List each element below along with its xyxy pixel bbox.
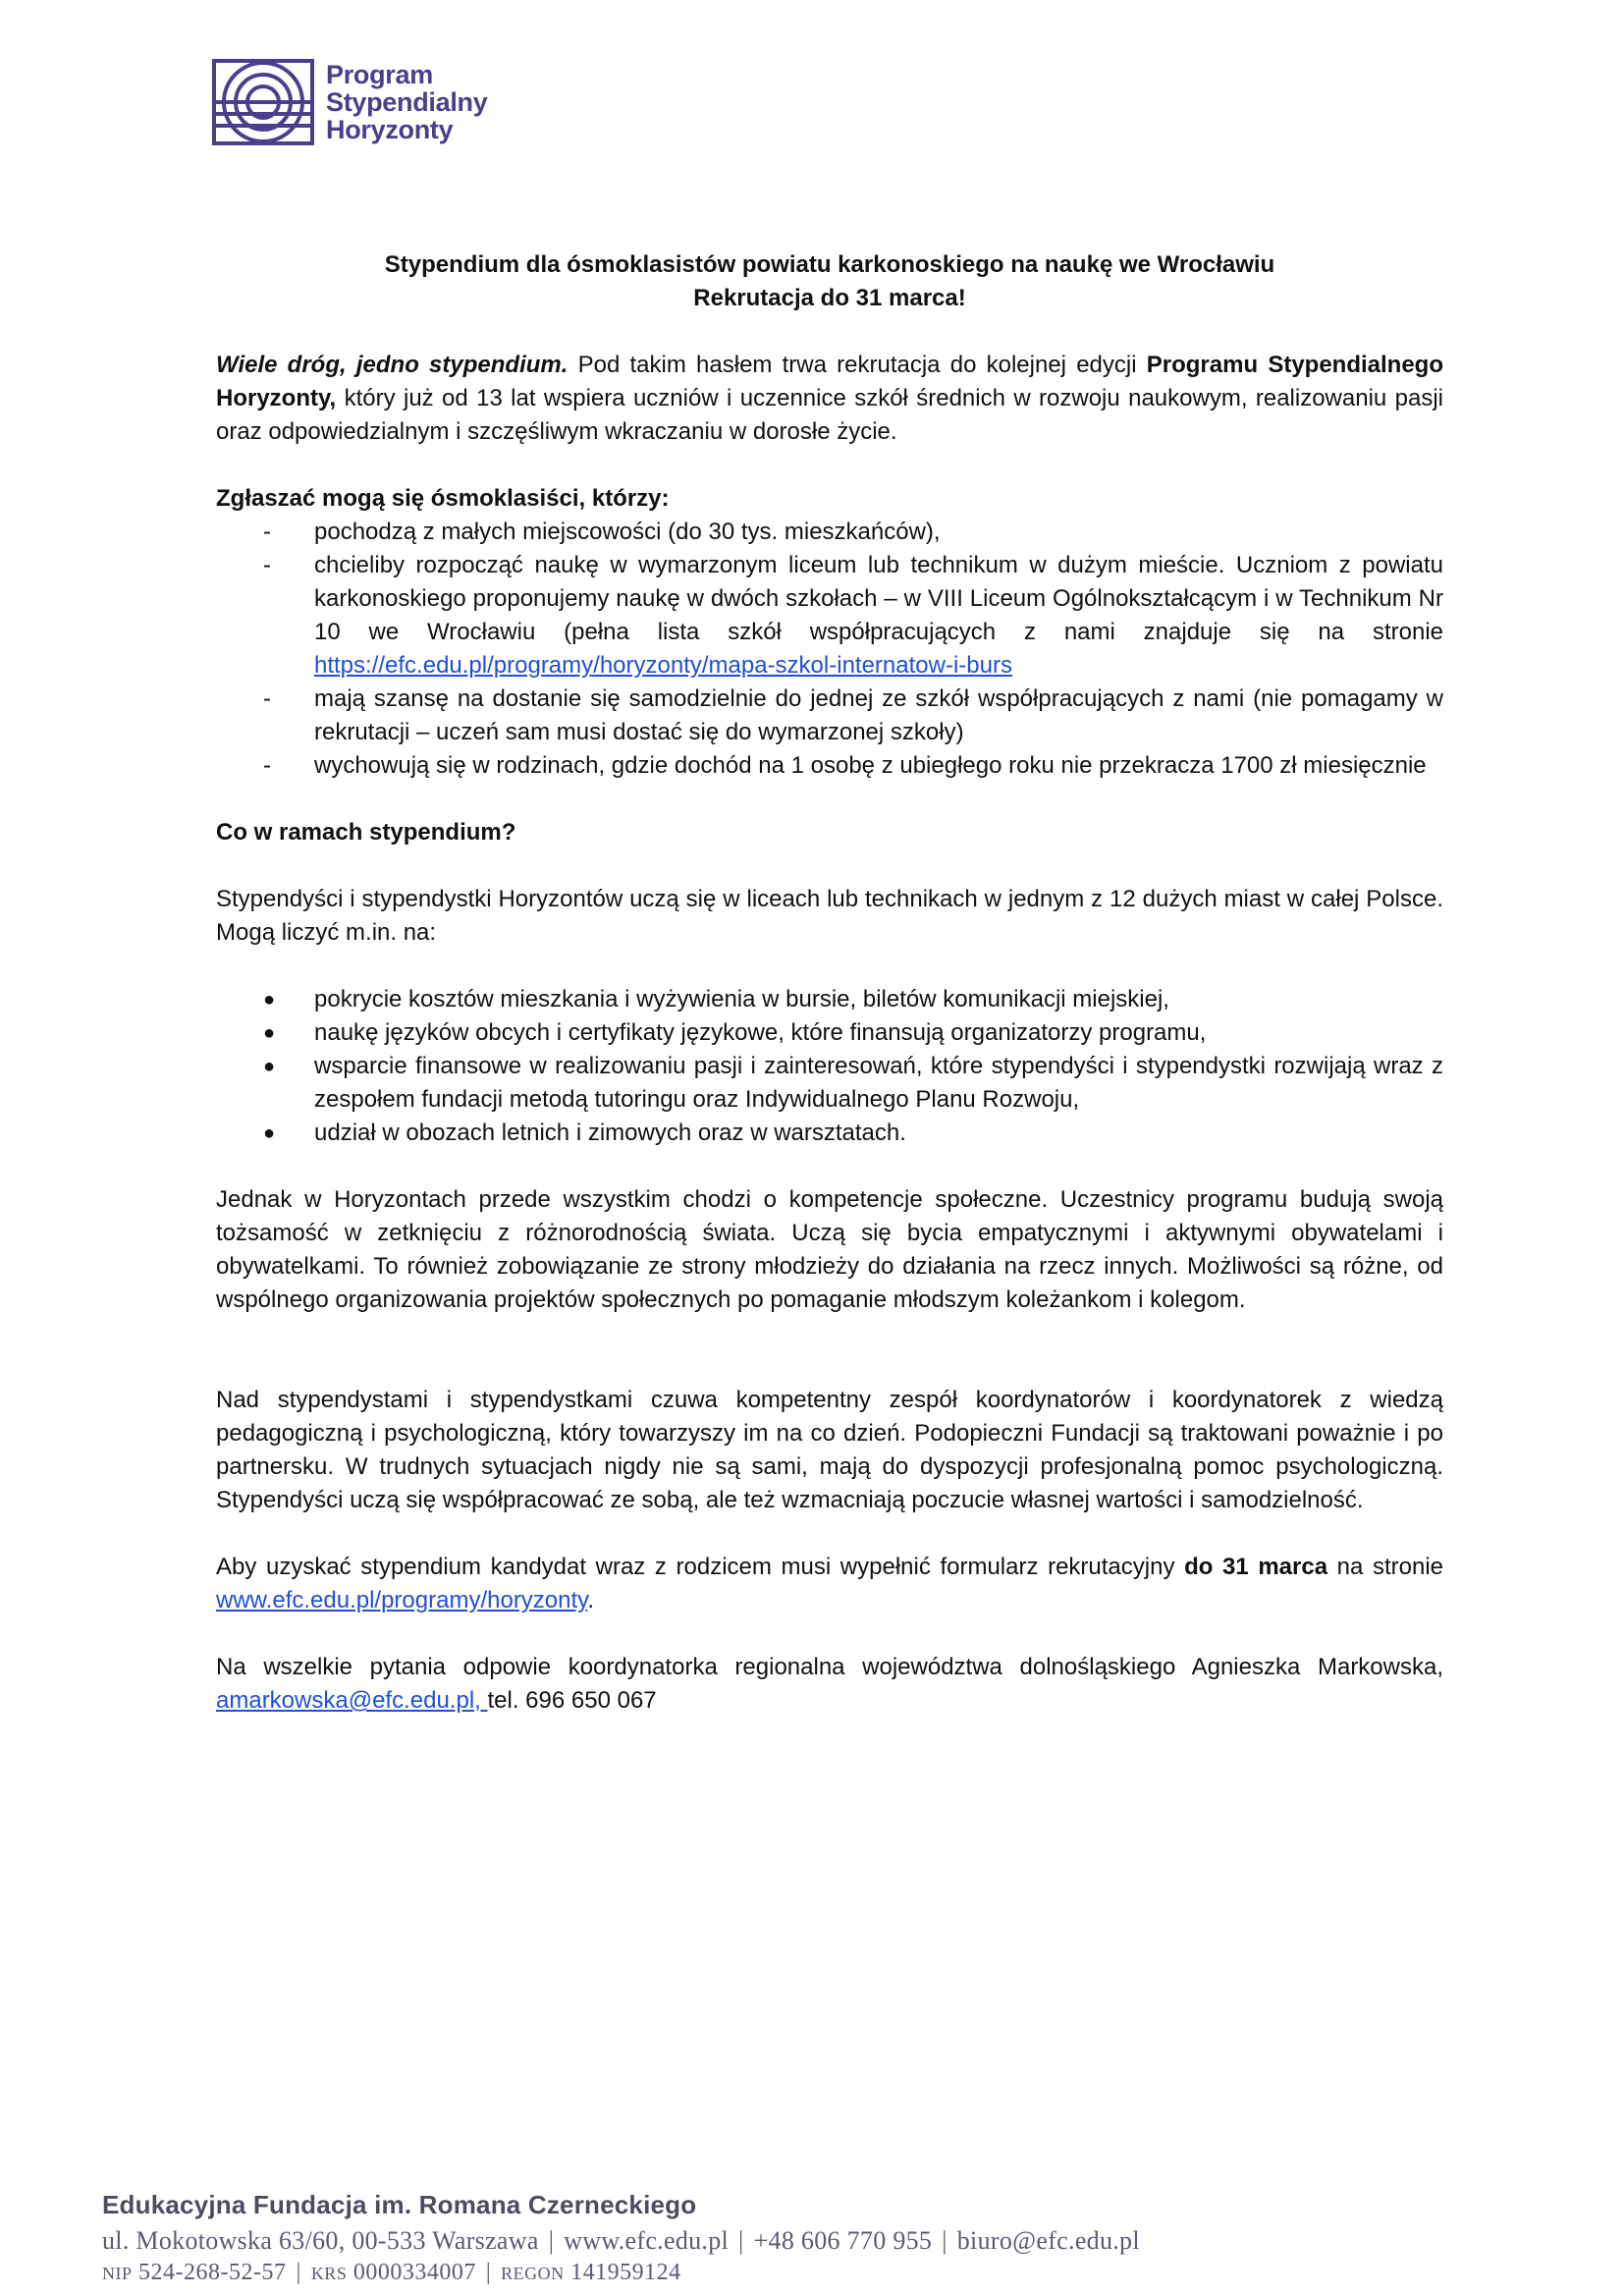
benefit-item: ● wsparcie finansowe w realizowaniu pasji i zainteresowań, które stypendyści i stypendystki rozwijają wraz z zespołem fundacji metodą tutoringu oraz Indywidualnego Planu Rozwoju, [216,1050,1443,1117]
benefits-intro: Stypendyści i stypendystki Horyzontów uczą się w liceach lub technikach w jednym z 12 dużych miast w całej Polsce. Mogą liczyć m.in. na: [216,886,1443,946]
intro-text-2: który już od 13 lat wspiera uczniów i uczennice szkół średnich w rozwoju naukowym, realizowaniu pasji oraz odpowiedzialnym i szczęśliwym wkraczaniu w dorosłe życie. [216,385,1443,445]
logo-line-3: Horyzonty [326,115,454,144]
footer-contact-line: ul. Mokotowska 63/60, 00-533 Warszawa | www.efc.edu.pl | +48 606 770 955 | biuro@efc.edu.pl [102,2226,1140,2255]
eligibility-list [216,516,1443,783]
contact-paragraph: Na wszelkie pytania odpowie koordynatorka regionalna województwa dolnośląskiego Agnieszka Markowska, amarkowska@efc.edu.pl, tel. 696 650 067 [216,1654,1443,1714]
apply-deadline: do 31 marca [1184,1554,1328,1580]
coordinator-phone: tel. 696 650 067 [487,1687,657,1714]
apply-paragraph: Aby uzyskać stypendium kandydat wraz z rodzicem musi wypełnić formularz rekrutacyjny do 31 marca na stronie www.efc.edu.pl/programy/horyzonty. [216,1554,1444,1613]
footer-address: ul. Mokotowska 63/60, 00-533 Warszawa [102,2226,539,2255]
horyzonty-logo-icon [212,59,314,145]
eligibility-item-1: - pochodzą z małych miejscowości (do 30 tys. mieszkańców), [216,516,1443,549]
intro-program-name: Programu Stypendialnego Horyzonty, [216,352,1444,411]
eligibility-item-2: - chcieliby rozpocząć naukę w wymarzonym liceum lub technikum w dużym mieście. Uczniom z powiatu karkonoskiego proponujemy naukę w dwóch szkołach – w VIII Liceum Ogólnokształcącym i w Technikum Nr 10 we Wrocławiu (pełna lista szkół współpracujących z nami znajduje się na stronie https://efc.edu.pl/programy/horyzonty/mapa-szkol-internatow-i-burs [216,549,1443,683]
logo-line-1: Program [326,60,433,89]
benefit-item: ● udział w obozach letnich i zimowych oraz w warsztatach. [216,1117,1443,1150]
footer-nip: 524-268-52-57 [138,2260,287,2285]
document-title [216,248,1443,315]
logo [212,57,487,147]
eligibility-item-3: - mają szansę na dostanie się samodzielnie do jednej ze szkół współpracujących z nami (nie pomagamy w rekrutacji – uczeń sam musi dostać się do wymarzonej szkoły) [216,683,1443,749]
footer-registry-line: NIP 524-268-52-57 | KRS 0000334007 | REGON 141959124 [102,2260,681,2285]
support-team-paragraph: Nad stypendystami i stypendystkami czuwa kompetentny zespół koordynatorów i koordynatorek z wiedzą pedagogiczną i psychologiczną, który towarzyszy im na co dzień. Podopieczni Fundacji są traktowani poważnie i po partnersku. W trudnych sytuacjach nigdy nie są sami, mają do dyspozycji profesjonalną pomoc psychologiczną. Stypendyści uczą się współpracować ze sobą, ale też wzmacniają poczucie własnej wartości i samodzielność. [216,1387,1443,1513]
intro-paragraph [216,349,1443,449]
eligibility-item-4: - wychowują się w rodzinach, gdzie dochód na 1 osobę z ubiegłego roku nie przekracza 1700 zł miesięcznie [216,749,1443,783]
footer-krs: 0000334007 [352,2260,476,2285]
footer-nip-label: NIP [102,2264,133,2283]
logo-line-2: Stypendialny [326,87,488,117]
title-line-2: Rekrutacja do 31 marca! [693,285,966,311]
benefits-list [216,983,1443,1150]
footer-phone: +48 606 770 955 [753,2226,933,2255]
footer [102,2190,1140,2286]
program-website-link[interactable]: www.efc.edu.pl/programy/horyzonty [216,1587,588,1613]
social-competences-paragraph: Jednak w Horyzontach przede wszystkim chodzi o kompetencje społeczne. Uczestnicy programu budują swoją tożsamość w zetknięciu z różnorodnością świata. Uczą się bycia empatycznymi i aktywnymi obywatelami i obywatelkami. To również zobowiązanie ze strony młodzieży do działania na rzecz innych. Możliwości są różne, od wspólnego organizowania projektów społecznych po pomaganie młodszym koleżankom i kolegom. [216,1186,1443,1313]
schools-map-link[interactable]: https://efc.edu.pl/programy/horyzonty/mapa-szkol-internatow-i-burs [314,652,1012,679]
logo-text [326,61,487,143]
document-body [216,248,1443,1718]
benefit-item: ● naukę języków obcych i certyfikaty językowe, które finansują organizatorzy programu, [216,1016,1443,1050]
footer-organization: Edukacyjna Fundacja im. Romana Czerneckiego [102,2190,697,2219]
footer-website[interactable]: www.efc.edu.pl [564,2226,730,2255]
footer-krs-label: KRS [310,2264,348,2283]
eligibility-heading: Zgłaszać mogą się ósmoklasiści, którzy: [216,485,670,512]
footer-regon: 141959124 [570,2260,681,2285]
benefit-item: ● pokrycie kosztów mieszkania i wyżywienia w bursie, biletów komunikacji miejskiej, [216,983,1443,1016]
intro-lead: Wiele dróg, jedno stypendium. [216,352,568,378]
footer-email[interactable]: biuro@efc.edu.pl [956,2226,1140,2255]
footer-regon-label: REGON [501,2264,565,2283]
intro-text-1: Pod takim hasłem trwa rekrutacja do kolejnej edycji [568,352,1147,378]
coordinator-email-link[interactable]: amarkowska@efc.edu.pl, [216,1687,488,1714]
title-line-1: Stypendium dla ósmoklasistów powiatu karkonoskiego na naukę we Wrocławiu [384,251,1275,278]
benefits-heading: Co w ramach stypendium? [216,819,516,846]
